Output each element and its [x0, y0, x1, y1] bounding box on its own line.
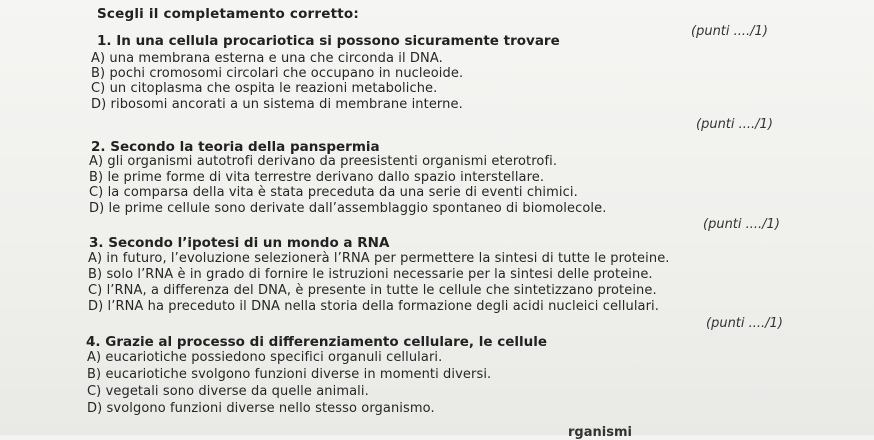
option-letter: A) [87, 350, 102, 365]
question-2 [91, 139, 380, 155]
option-2b[interactable] [89, 170, 544, 185]
points-field[interactable]: (punti ..../1) [691, 24, 768, 39]
instruction-heading: Scegli il completamento corretto: [97, 6, 359, 22]
option-2a[interactable] [89, 154, 557, 169]
question-text: Secondo l’ipotesi di un mondo a RNA [108, 235, 390, 251]
option-text: vegetali sono diverse da quelle animali. [105, 384, 369, 399]
option-text: un citoplasma che ospita le reazioni metaboliche. [109, 81, 438, 96]
option-letter: B) [89, 170, 104, 185]
option-letter: A) [88, 251, 103, 266]
option-letter: C) [87, 384, 102, 399]
option-text: le prime forme di vita terrestre derivano dallo spazio interstellare. [107, 170, 545, 185]
option-letter: B) [91, 66, 106, 81]
option-text: in futuro, l’evoluzione selezionerà l’RNA per permettere la sintesi di tutte le proteine. [106, 251, 670, 266]
option-3b[interactable] [88, 267, 653, 282]
option-text: eucariotiche svolgono funzioni diverse in momenti diversi. [105, 367, 492, 382]
option-2c[interactable] [89, 185, 578, 200]
option-text: eucariotiche possiedono specifici organuli cellulari. [105, 350, 443, 365]
option-letter: A) [89, 154, 104, 169]
option-letter: A) [91, 51, 106, 66]
option-2d[interactable] [89, 201, 606, 216]
option-4b[interactable] [87, 367, 491, 382]
option-text: l’RNA ha preceduto il DNA nella storia della formazione degli acidi nucleici cellulari. [107, 299, 659, 314]
option-text: ribosomi ancorati a un sistema di membrane interne. [110, 97, 463, 112]
option-letter: C) [91, 81, 106, 96]
option-1a[interactable] [91, 51, 443, 66]
option-letter: B) [87, 367, 102, 382]
option-1c[interactable] [91, 81, 437, 96]
option-text: svolgono funzioni diverse nello stesso organismo. [106, 401, 435, 416]
option-text: pochi cromosomi circolari che occupano in nucleoide. [109, 66, 464, 81]
question-text: In una cellula procariotica si possono sicuramente trovare [116, 33, 560, 49]
option-letter: C) [88, 283, 103, 298]
option-3d[interactable] [88, 299, 659, 314]
option-text: solo l’RNA è in grado di fornire le istruzioni necessarie per la sintesi delle proteine. [106, 267, 653, 282]
option-letter: D) [87, 401, 103, 416]
question-text: Secondo la teoria della panspermia [110, 139, 380, 155]
cut-off-text: rganismi [568, 425, 632, 440]
option-1b[interactable] [91, 66, 463, 81]
points-field[interactable]: (punti ..../1) [703, 217, 780, 232]
option-letter: D) [88, 299, 104, 314]
question-number: 3. [89, 235, 104, 251]
question-4 [86, 334, 547, 350]
option-4a[interactable] [87, 350, 442, 365]
option-text: una membrana esterna e una che circonda il DNA. [109, 51, 443, 66]
option-text: la comparsa della vita è stata preceduta da una serie di eventi chimici. [107, 185, 578, 200]
option-4c[interactable] [87, 384, 369, 399]
option-text: le prime cellule sono derivate dall’assemblaggio spontaneo di biomolecole. [108, 201, 607, 216]
option-text: l’RNA, a differenza del DNA, è presente in tutte le cellule che sintetizzano proteine. [106, 283, 657, 298]
option-1d[interactable] [91, 97, 463, 112]
points-field[interactable]: (punti ..../1) [706, 316, 783, 331]
option-letter: D) [89, 201, 105, 216]
option-3a[interactable] [88, 251, 670, 266]
question-number: 2. [91, 139, 106, 155]
question-number: 1. [97, 33, 112, 49]
option-letter: C) [89, 185, 104, 200]
question-3 [89, 235, 389, 251]
question-text: Grazie al processo di differenziamento cellulare, le cellule [105, 334, 548, 350]
option-letter: D) [91, 97, 107, 112]
question-number: 4. [86, 334, 101, 350]
option-3c[interactable] [88, 283, 657, 298]
option-letter: B) [88, 267, 103, 282]
question-1 [97, 33, 560, 49]
points-field[interactable]: (punti ..../1) [696, 117, 773, 132]
option-text: gli organismi autotrofi derivano da preesistenti organismi eterotrofi. [107, 154, 558, 169]
option-4d[interactable] [87, 401, 435, 416]
